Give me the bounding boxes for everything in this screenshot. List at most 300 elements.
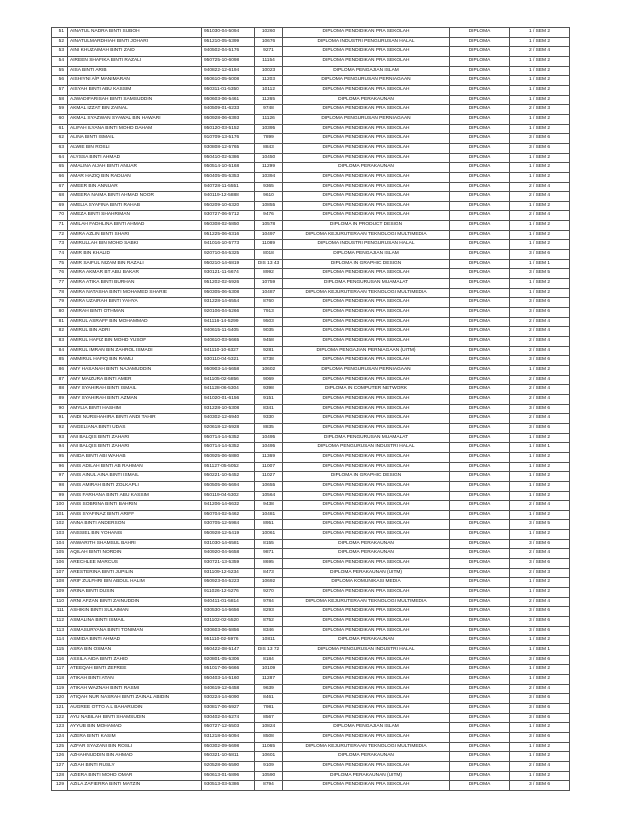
program-name: DIPLOMA PENDIDIKAN PRA SEKOLAH — [283, 462, 450, 472]
program-name: DIPLOMA PENDIDIKAN PRA SEKOLAH — [283, 85, 450, 95]
program-name: DIPLOMA PENDIDIKAN PRA SEKOLAH — [283, 211, 450, 221]
row-number: 83 — [52, 337, 68, 347]
program-name: DIPLOMA PENDIDIKAN PRA SEKOLAH — [283, 501, 450, 511]
year-semester: 1 / SEM 2 — [510, 530, 570, 540]
ic-number: 940411-01-5814 — [202, 597, 255, 607]
year-semester: 1 / SEM 2 — [510, 452, 570, 462]
row-number: 114 — [52, 636, 68, 646]
ic-number: 950221-10-5452 — [202, 472, 255, 482]
ic-number: 940619-12-6458 — [202, 684, 255, 694]
program-level: DIPLOMA — [450, 433, 510, 443]
year-semester: 1 / SEM 1 — [510, 646, 570, 656]
student-name: AIREEN SHAFIKA BINTI RAZALI — [68, 56, 202, 66]
table-row — [52, 114, 570, 124]
student-name: AMIRAH BINTI OTHMAN — [68, 308, 202, 318]
year-semester: 2 / SEM 4 — [510, 337, 570, 347]
row-number: 123 — [52, 723, 68, 733]
program-level: DIPLOMA — [450, 742, 510, 752]
program-level: DIPLOMA — [450, 646, 510, 656]
program-level: DIPLOMA — [450, 230, 510, 240]
ic-number: 930530-14-5656 — [202, 607, 255, 617]
student-name: AJWADIFARISAH BINTI SAMSUDDIN — [68, 95, 202, 105]
year-semester: 1 / SEM 2 — [510, 85, 570, 95]
ic-number: 950308-02-5850 — [202, 221, 255, 231]
matric-number: 8346 — [255, 626, 283, 636]
program-name: DIPLOMA KEJURUTERAAN TEKNOLOGI MULTIMEDIA — [283, 742, 450, 752]
program-name: DIPLOMA PENDIDIKAN PRA SEKOLAH — [283, 192, 450, 202]
student-name: AKMAL IZZAT BIN ZAINAL — [68, 105, 202, 115]
ic-number: 930513-03-5386 — [202, 781, 255, 791]
program-level: DIPLOMA — [450, 76, 510, 86]
matric-number: 8461 — [255, 694, 283, 704]
student-name: AMILAH FADHLINA BINTI AHMAD — [68, 221, 202, 231]
matric-number: 9035 — [255, 327, 283, 337]
year-semester: 1 / SEM 2 — [510, 153, 570, 163]
row-number: 97 — [52, 472, 68, 482]
year-semester: 1 / SEM 2 — [510, 76, 570, 86]
program-level: DIPLOMA — [450, 143, 510, 153]
row-number: 61 — [52, 124, 68, 134]
matric-number: DIS 13 72 — [255, 646, 283, 656]
student-name: ANI BALQIS BINTI ZAHARI — [68, 433, 202, 443]
year-semester: 1 / SEM 2 — [510, 472, 570, 482]
year-semester: 1 / SEM 2 — [510, 240, 570, 250]
student-name: ARESTERINA BINTI JUPILIN — [68, 568, 202, 578]
program-name: DIPLOMA PENDIDIKAN PRA SEKOLAH — [283, 607, 450, 617]
program-name: DIPLOMA PENDIDIKAN PRA SEKOLAH — [283, 327, 450, 337]
ic-number: 950925-06-5880 — [202, 452, 255, 462]
matric-number: 9476 — [255, 211, 283, 221]
table-row — [52, 617, 570, 627]
year-semester: 2 / SEM 4 — [510, 182, 570, 192]
program-name: DIPLOMA PENDIDIKAN PRA SEKOLAH — [283, 414, 450, 424]
table-row — [52, 163, 570, 173]
table-row — [52, 713, 570, 723]
row-number: 109 — [52, 588, 68, 598]
row-number: 113 — [52, 626, 68, 636]
program-name: DIPLOMA PENDIDIKAN PRA SEKOLAH — [283, 617, 450, 627]
row-number: 121 — [52, 703, 68, 713]
matric-number: 10601 — [255, 752, 283, 762]
student-name: ASHIKIN BINTI SULAIMAN — [68, 607, 202, 617]
ic-number: 940119-12-5888 — [202, 192, 255, 202]
ic-number: 940610-03-5665 — [202, 337, 255, 347]
matric-number: 10450 — [255, 153, 283, 163]
year-semester: 2 / SEM 4 — [510, 597, 570, 607]
student-name: ANIDA BINTI ABI WAHAB — [68, 452, 202, 462]
row-number: 66 — [52, 172, 68, 182]
matric-number: 8018 — [255, 250, 283, 260]
student-name: AINI KHUZAIMAH BINTI ZAID — [68, 47, 202, 57]
table-row — [52, 221, 570, 231]
row-number: 128 — [52, 771, 68, 781]
matric-number: 10481 — [255, 510, 283, 520]
row-number: 127 — [52, 761, 68, 771]
row-number: 126 — [52, 752, 68, 762]
matric-number: 11089 — [255, 240, 283, 250]
student-name: AMIRA AZLIN BINTI SHARI — [68, 230, 202, 240]
program-level: DIPLOMA — [450, 269, 510, 279]
program-name: DIPLOMA PENGAJIAN ISLAM — [283, 66, 450, 76]
program-level: DIPLOMA — [450, 356, 510, 366]
ic-number: 950321-10-5811 — [202, 752, 255, 762]
row-number: 112 — [52, 617, 68, 627]
year-semester: 3 / SEM 6 — [510, 694, 570, 704]
ic-number: 950422-08-5147 — [202, 646, 255, 656]
table-row — [52, 211, 570, 221]
table-row — [52, 337, 570, 347]
year-semester: 1 / SEM 2 — [510, 491, 570, 501]
program-level: DIPLOMA — [450, 684, 510, 694]
program-level: DIPLOMA — [450, 385, 510, 395]
matric-number: 9398 — [255, 385, 283, 395]
matric-number: 10692 — [255, 578, 283, 588]
program-level: DIPLOMA — [450, 124, 510, 134]
ic-number: 950514-10-5168 — [202, 163, 255, 173]
row-number: 67 — [52, 182, 68, 192]
year-semester: 3 / SEM 6 — [510, 626, 570, 636]
student-name: AKMAL SYAZWAN SYAWAL BIN HAWARI — [68, 114, 202, 124]
student-name: ANIS AMIRAH BINTI ZOLKAPLI — [68, 481, 202, 491]
program-name: DIPLOMA PENDIDIKAN PRA SEKOLAH — [283, 134, 450, 144]
student-rows — [52, 28, 570, 791]
matric-number: 10061 — [255, 530, 283, 540]
program-name: DIPLOMA PENDIDIKAN PRA SEKOLAH — [283, 182, 450, 192]
row-number: 100 — [52, 501, 68, 511]
ic-number: 941128-06-5304 — [202, 385, 255, 395]
program-name: DIPLOMA PENDIDIKAN PRA SEKOLAH — [283, 423, 450, 433]
program-level: DIPLOMA — [450, 462, 510, 472]
ic-number: 941206-14-6632 — [202, 501, 255, 511]
program-level: DIPLOMA — [450, 588, 510, 598]
matric-number: 8567 — [255, 713, 283, 723]
program-name: DIPLOMA IN GRAPHIC DESIGN — [283, 259, 450, 269]
program-name: DIPLOMA PENDIDIKAN PRA SEKOLAH — [283, 665, 450, 675]
table-row — [52, 375, 570, 385]
table-row — [52, 771, 570, 781]
matric-number: 11027 — [255, 472, 283, 482]
matric-number: 10564 — [255, 491, 283, 501]
row-number: 62 — [52, 134, 68, 144]
matric-number: 10497 — [255, 230, 283, 240]
student-name: AMMIRUL HAFIQ BIN RAMLI — [68, 356, 202, 366]
year-semester: 2 / SEM 4 — [510, 211, 570, 221]
year-semester: 2 / SEM 4 — [510, 684, 570, 694]
student-name: AMIRULLAH BIN MOHD SABKI — [68, 240, 202, 250]
program-name: DIPLOMA PENDIDIKAN PRA SEKOLAH — [283, 510, 450, 520]
table-row — [52, 761, 570, 771]
program-name: DIPLOMA PERAKAUNAN (UITM) — [283, 568, 450, 578]
program-name: DIPLOMA PENGURUSAN INDUSTRI HALAL — [283, 443, 450, 453]
program-level: DIPLOMA — [450, 607, 510, 617]
student-name: AMY HASANAH BINTI NAJAMUDDIN — [68, 365, 202, 375]
matric-number: 8155 — [255, 539, 283, 549]
program-name: DIPLOMA PENDIDIKAN PRA SEKOLAH — [283, 781, 450, 791]
table-row — [52, 472, 570, 482]
program-name: DIPLOMA PENGURUSAN MUAMALAT — [283, 279, 450, 289]
program-name: DIPLOMA PENDIDIKAN PRA SEKOLAH — [283, 124, 450, 134]
row-number: 69 — [52, 201, 68, 211]
year-semester: 1 / SEM 2 — [510, 124, 570, 134]
ic-number: 951127-05-5052 — [202, 462, 255, 472]
program-name: DIPLOMA PENGURUSAN INDUSTRI HALAL — [283, 646, 450, 656]
student-name: AMIRA UZAIRAH BINTI YAHYA — [68, 298, 202, 308]
program-level: DIPLOMA — [450, 423, 510, 433]
year-semester: 1 / SEM 1 — [510, 443, 570, 453]
program-name: DIPLOMA IN GRAPHIC DESIGN — [283, 472, 450, 482]
program-name: DIPLOMA PENDIDIKAN PRA SEKOLAH — [283, 317, 450, 327]
matric-number: 10759 — [255, 279, 283, 289]
ic-number: 950704-02-5462 — [202, 510, 255, 520]
matric-number: 8835 — [255, 423, 283, 433]
program-name: DIPLOMA PENDIDIKAN PRA SEKOLAH — [283, 520, 450, 530]
program-level: DIPLOMA — [450, 201, 510, 211]
year-semester: 1 / SEM 2 — [510, 95, 570, 105]
student-name: ANI BALQIS BINTI ZAHARI — [68, 443, 202, 453]
year-semester: 2 / SEM 4 — [510, 394, 570, 404]
year-semester: 1 / SEM 2 — [510, 578, 570, 588]
matric-number: 11154 — [255, 56, 283, 66]
program-name: DIPLOMA IN PRODUCT DESIGN — [283, 221, 450, 231]
row-number: 111 — [52, 607, 68, 617]
year-semester: 1 / SEM 2 — [510, 481, 570, 491]
year-semester: 3 / SEM 6 — [510, 607, 570, 617]
ic-number: 940502-04-5176 — [202, 47, 255, 57]
year-semester: 1 / SEM 2 — [510, 37, 570, 47]
program-level: DIPLOMA — [450, 346, 510, 356]
ic-number: 950405-05-5353 — [202, 172, 255, 182]
program-level: DIPLOMA — [450, 56, 510, 66]
ic-number: 940615-11-5405 — [202, 327, 255, 337]
program-level: DIPLOMA — [450, 28, 510, 38]
program-name: DIPLOMA PENDIDIKAN PRA SEKOLAH — [283, 481, 450, 491]
row-number: 102 — [52, 520, 68, 530]
student-name: ASRA BIN OSMAN — [68, 646, 202, 656]
program-level: DIPLOMA — [450, 95, 510, 105]
matric-number: 9151 — [255, 394, 283, 404]
year-semester: 2 / SEM 4 — [510, 346, 570, 356]
table-row — [52, 423, 570, 433]
year-semester: 1 / SEM 2 — [510, 742, 570, 752]
ic-number: 920801-05-5306 — [202, 655, 255, 665]
table-row — [52, 732, 570, 742]
row-number: 129 — [52, 781, 68, 791]
student-name: AMY MAIZURA BINTI AMER — [68, 375, 202, 385]
row-number: 57 — [52, 85, 68, 95]
table-row — [52, 47, 570, 57]
student-name: ASMIDA BINTI AHMAD — [68, 636, 202, 646]
year-semester: 3 / SEM 6 — [510, 250, 570, 260]
student-name: ANIS AINUL AINA BINTI ISMAIL — [68, 472, 202, 482]
student-name: ALWIE BIN ROSLI — [68, 143, 202, 153]
table-row — [52, 646, 570, 656]
ic-number: 930721-13-5359 — [202, 559, 255, 569]
year-semester: 1 / SEM 2 — [510, 114, 570, 124]
matric-number: 9330 — [255, 414, 283, 424]
row-number: 65 — [52, 163, 68, 173]
student-name: AMELIA SYAFINA BINTI RAHAB — [68, 201, 202, 211]
row-number: 107 — [52, 568, 68, 578]
program-level: DIPLOMA — [450, 713, 510, 723]
program-level: DIPLOMA — [450, 327, 510, 337]
program-level: DIPLOMA — [450, 288, 510, 298]
table-row — [52, 365, 570, 375]
row-number: 78 — [52, 288, 68, 298]
matric-number: 8752 — [255, 617, 283, 627]
ic-number: 920710-04-5325 — [202, 250, 255, 260]
student-name: AMY SYAHIRAH BINTI AZMAN — [68, 394, 202, 404]
year-semester: 3 / SEM 6 — [510, 713, 570, 723]
year-semester: 1 / SEM 2 — [510, 66, 570, 76]
table-row — [52, 105, 570, 115]
program-level: DIPLOMA — [450, 47, 510, 57]
matric-number: 8508 — [255, 732, 283, 742]
matric-number: 9748 — [255, 105, 283, 115]
row-number: 93 — [52, 433, 68, 443]
program-name: DIPLOMA PENDIDIKAN PRA SEKOLAH — [283, 684, 450, 694]
program-name: DIPLOMA PENDIDIKAN PRA SEKOLAH — [283, 298, 450, 308]
ic-number: 950403-14-5160 — [202, 674, 255, 684]
year-semester: 3 / SEM 5 — [510, 269, 570, 279]
program-name: DIPLOMA KEJURUTERAAN TEKNOLOGI MULTIMEDIA — [283, 597, 450, 607]
table-row — [52, 85, 570, 95]
program-level: DIPLOMA — [450, 732, 510, 742]
year-semester: 3 / SEM 6 — [510, 143, 570, 153]
program-level: DIPLOMA — [450, 510, 510, 520]
table-row — [52, 781, 570, 791]
year-semester: 1 / SEM 2 — [510, 510, 570, 520]
student-name: ARNI AFZAN BINTI ZAINUDDIN — [68, 597, 202, 607]
year-semester: 1 / SEM 2 — [510, 279, 570, 289]
student-name: ALYSSA BINTI AHMAD — [68, 153, 202, 163]
program-level: DIPLOMA — [450, 472, 510, 482]
ic-number: 950725-10-6098 — [202, 56, 255, 66]
student-name: ASMASURYANA BINTI TONIMAN — [68, 626, 202, 636]
matric-number: 10676 — [255, 37, 283, 47]
ic-number: 930110-04-5321 — [202, 356, 255, 366]
program-name: DIPLOMA PERAKAUNAN — [283, 95, 450, 105]
year-semester: 2 / SEM 4 — [510, 549, 570, 559]
matric-number: 9610 — [255, 192, 283, 202]
program-level: DIPLOMA — [450, 211, 510, 221]
matric-number: DIS 13 43 — [255, 259, 283, 269]
program-name: DIPLOMA PENDIDIKAN PRA SEKOLAH — [283, 356, 450, 366]
year-semester: 2 / SEM 4 — [510, 317, 570, 327]
program-name: DIPLOMA PERAKAUNAN — [283, 636, 450, 646]
program-level: DIPLOMA — [450, 337, 510, 347]
table-row — [52, 607, 570, 617]
year-semester: 1 / SEM 2 — [510, 636, 570, 646]
year-semester: 1 / SEM 2 — [510, 723, 570, 733]
ic-number: 930121-11-5674 — [202, 269, 255, 279]
matric-number: 8794 — [255, 781, 283, 791]
student-name: ANIS SYAFINAZ BINTI ARIFF — [68, 510, 202, 520]
row-number: 81 — [52, 317, 68, 327]
table-row — [52, 530, 570, 540]
table-row — [52, 433, 570, 443]
program-name: DIPLOMA PENGAJIAN ISLAM — [283, 723, 450, 733]
program-level: DIPLOMA — [450, 617, 510, 627]
ic-number: 941016-10-5773 — [202, 240, 255, 250]
program-name: DIPLOMA PENDIDIKAN PRA SEKOLAH — [283, 172, 450, 182]
row-number: 79 — [52, 298, 68, 308]
matric-number: 8695 — [255, 559, 283, 569]
row-number: 103 — [52, 530, 68, 540]
program-level: DIPLOMA — [450, 559, 510, 569]
year-semester: 2 / SEM 4 — [510, 375, 570, 385]
table-row — [52, 76, 570, 86]
student-name: ANNA BINTI ANDERSON — [68, 520, 202, 530]
row-number: 82 — [52, 327, 68, 337]
student-name: AYU NABILAH BINTI SHAMSUDIN — [68, 713, 202, 723]
program-name: DIPLOMA PENDIDIKAN PRA SEKOLAH — [283, 308, 450, 318]
ic-number: 931228-10-5308 — [202, 404, 255, 414]
program-level: DIPLOMA — [450, 771, 510, 781]
table-row — [52, 269, 570, 279]
row-number: 58 — [52, 95, 68, 105]
row-number: 110 — [52, 597, 68, 607]
student-name: AQILAH BINTI NORDIN — [68, 549, 202, 559]
row-number: 72 — [52, 230, 68, 240]
row-number: 98 — [52, 481, 68, 491]
row-number: 64 — [52, 153, 68, 163]
program-name: DIPLOMA PENDIDIKAN PRA SEKOLAH — [283, 394, 450, 404]
year-semester: 2 / SEM 4 — [510, 414, 570, 424]
matric-number: 10112 — [255, 85, 283, 95]
program-level: DIPLOMA — [450, 317, 510, 327]
table-row — [52, 124, 570, 134]
program-level: DIPLOMA — [450, 665, 510, 675]
student-name: AMIRUL HAFIZ BIN MOHD YUSOF — [68, 337, 202, 347]
program-level: DIPLOMA — [450, 259, 510, 269]
row-number: 86 — [52, 365, 68, 375]
ic-number: 910709-13-5176 — [202, 134, 255, 144]
ic-number: 950714-14-5352 — [202, 443, 255, 453]
student-name: AUGREE OTTO A.L BAHARUDIN — [68, 703, 202, 713]
table-row — [52, 588, 570, 598]
year-semester: 3 / SEM 6 — [510, 539, 570, 549]
row-number: 51 — [52, 28, 68, 38]
ic-number: 930808-12-5765 — [202, 143, 255, 153]
student-name: ATIQAH NUR NASRAH BINTI ZAINAL ABIDIN — [68, 694, 202, 704]
program-name: DIPLOMA PENDIDIKAN PRA SEKOLAH — [283, 105, 450, 115]
matric-number: 8184 — [255, 655, 283, 665]
program-level: DIPLOMA — [450, 192, 510, 202]
program-level: DIPLOMA — [450, 66, 510, 76]
program-name: DIPLOMA PENDIDIKAN PRA SEKOLAH — [283, 491, 450, 501]
program-level: DIPLOMA — [450, 298, 510, 308]
row-number: 88 — [52, 385, 68, 395]
program-level: DIPLOMA — [450, 781, 510, 791]
student-name: ANIS ADILAH BINTI AB RAHMAN — [68, 462, 202, 472]
year-semester: 2 / SEM 4 — [510, 192, 570, 202]
program-name: DIPLOMA PENDIDIKAN PRA SEKOLAH — [283, 375, 450, 385]
year-semester: 3 / SEM 6 — [510, 703, 570, 713]
matric-number: 7913 — [255, 308, 283, 318]
matric-number: 8951 — [255, 520, 283, 530]
student-name: ATEEQAH BINTI ZEFREE — [68, 665, 202, 675]
program-level: DIPLOMA — [450, 626, 510, 636]
row-number: 53 — [52, 47, 68, 57]
table-row — [52, 568, 570, 578]
year-semester: 3 / SEM 6 — [510, 356, 570, 366]
year-semester: 1 / SEM 2 — [510, 221, 570, 231]
program-name: DIPLOMA PENDIDIKAN PRA SEKOLAH — [283, 732, 450, 742]
student-name: ALIFAH ILYANA BINTI MOHD DAHAM — [68, 124, 202, 134]
program-name: DIPLOMA PENDIDIKAN PRA SEKOLAH — [283, 28, 450, 38]
table-row — [52, 230, 570, 240]
matric-number: 10855 — [255, 201, 283, 211]
